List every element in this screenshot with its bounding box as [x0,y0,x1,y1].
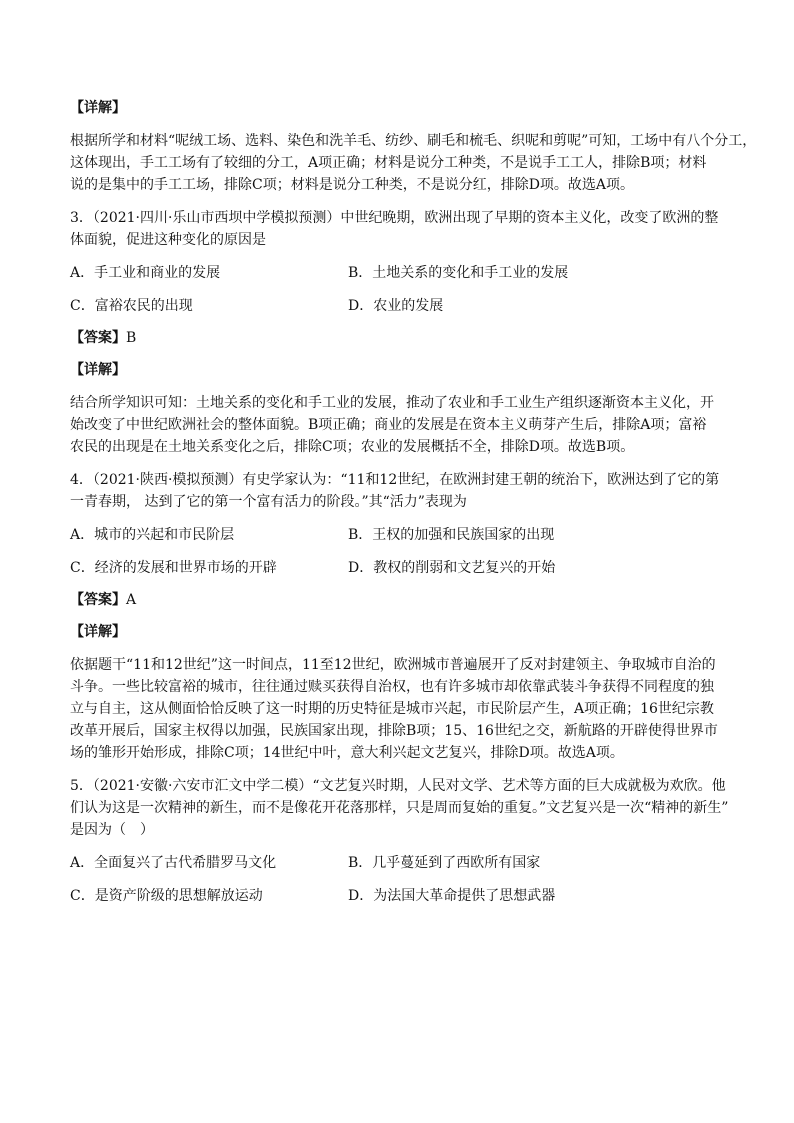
text-line: 农民的出现是在土地关系变化之后，排除C项；农业的发展概括不全，排除D项。故选B项。 [70,439,635,455]
option-a: A．城市的兴起和市民阶层 [70,527,235,543]
text-line: 始改变了中世纪欧洲社会的整体面貌。B项正确；商业的发展是在资本主义萌芽产生后，排除A项；富裕 [70,417,707,433]
text-line: 斗争。一些比较富裕的城市，往往通过赎买获得自治权，也有许多城市却依靠武装斗争获得不同程度的独 [70,679,714,695]
options-question-3 [70,262,730,317]
section-label-detail: 【详解】 [70,624,126,640]
option-b: B．几乎蔓延到了西欧所有国家 [348,855,541,871]
answer-value: B [126,330,137,346]
explanation-paragraph [70,130,757,196]
option-c: C．经济的发展和世界市场的开辟 [70,560,277,576]
document-page [70,98,757,918]
text-line: 场的雏形开始形成，排除C项；14世纪中叶，意大利兴起文艺复兴，排除D项。故选A项。 [70,745,624,761]
options-question-4 [70,524,730,579]
question-line: 们认为这是一次精神的新生，而不是像花开花落那样，只是周而复始的重复。”文艺复兴是一次“精神的新生” [70,800,729,816]
text-line: 依据题干“11和12世纪”这一时间点，11至12世纪，欧洲城市普遍展开了反对封建领主、争取城市自治的 [70,657,716,673]
option-a: A．全面复兴了古代希腊罗马文化 [70,855,277,871]
question-line: 4．（2021·陕西·模拟预测）有史学家认为：“11和12世纪，在欧洲封建王朝的统治下，欧洲达到了它的第 [70,472,720,488]
text-line: 这体现出，手工工场有了较细的分工，A项正确；材料是说分工种类，不是说手工工人，排除B项；材料 [70,155,707,171]
question-line: 体面貌，促进这种变化的原因是 [70,232,266,248]
text-line: 立与自主，这从侧面恰恰反映了这一时期的历史特征是城市兴起，市民阶层产生，A项正确；16世纪宗教 [70,701,714,717]
question-line: 是因为（ ） [70,822,154,838]
option-b: B．王权的加强和民族国家的出现 [348,527,555,543]
option-c: C．是资产阶级的思想解放运动 [70,888,263,904]
answer-value: A [126,592,137,608]
option-d: D．农业的发展 [348,298,444,314]
explanation-paragraph [70,654,730,764]
section-label-detail: 【详解】 [70,100,126,116]
text-line: 结合所学知识可知：土地关系的变化和手工业的发展，推动了农业和手工业生产组织逐渐资本主义化，开 [70,395,714,411]
question-line: 3．（2021·四川·乐山市西坝中学模拟预测）中世纪晚期，欧洲出现了早期的资本主义化，改变了欧洲的整 [70,210,719,226]
question-3 [70,207,730,251]
explanation-paragraph [70,392,730,458]
options-question-5 [70,852,730,907]
question-line: 一青春期， 达到了它的第一个富有活力的阶段。”其“活力”表现为 [70,494,467,510]
option-a: A．手工业和商业的发展 [70,265,221,281]
text-line: 根据所学和材料“呢绒工场、选料、染色和洗羊毛、纺纱、刷毛和梳毛、织呢和剪呢”可知，工场中有八个分工， [70,133,757,149]
answer-line [70,328,730,349]
answer-label: 【答案】 [70,592,126,608]
question-line: 5．（2021·安徽·六安市汇文中学二模）“文艺复兴时期，人民对文学、艺术等方面的巨大成就极为欢欣。他 [70,778,726,794]
option-c: C．富裕农民的出现 [70,298,193,314]
question-5 [70,775,730,841]
question-4 [70,469,730,513]
option-d: D．教权的削弱和文艺复兴的开始 [348,560,556,576]
text-line: 改革开展后，国家主权得以加强，民族国家出现，排除B项；15、16世纪之交，新航路的开辟使得世界市 [70,723,718,739]
option-b: B．土地关系的变化和手工业的发展 [348,265,569,281]
answer-line [70,590,730,611]
option-d: D．为法国大革命提供了思想武器 [348,888,556,904]
section-label-detail: 【详解】 [70,362,126,378]
text-line: 说的是集中的手工工场，排除C项；材料是说分工种类，不是说分红，排除D项。故选A项。 [70,177,635,193]
answer-label: 【答案】 [70,330,126,346]
